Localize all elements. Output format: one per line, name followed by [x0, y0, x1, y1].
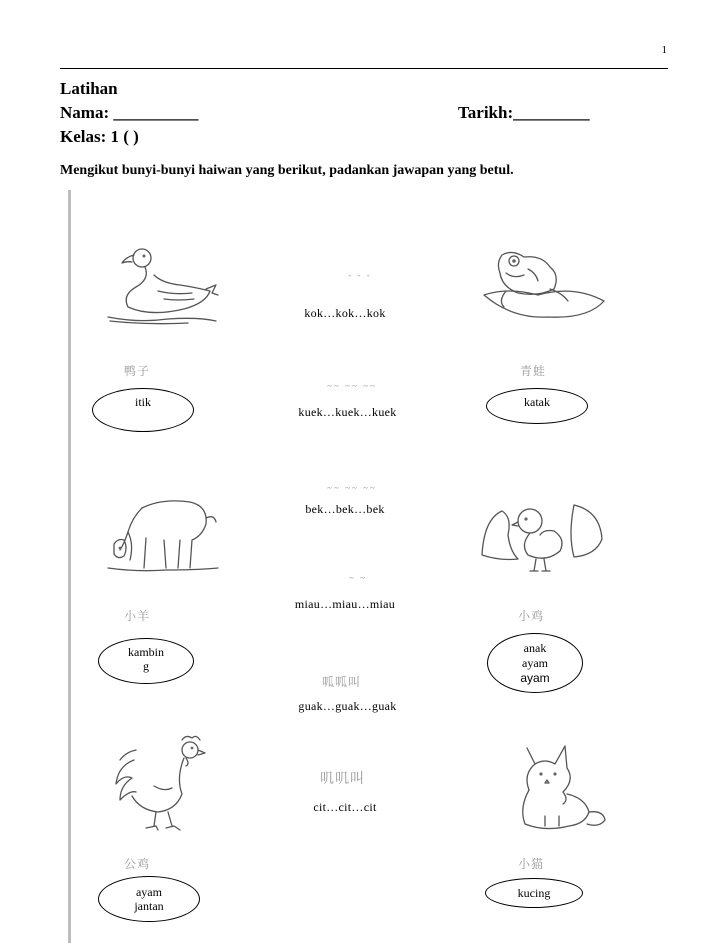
chinese-sound-label: 呱呱叫 [322, 675, 362, 689]
answer-text: itik [134, 395, 151, 409]
class-field: Kelas: 1 ( ) [60, 127, 139, 146]
sound-text: miau…miau…miau [294, 597, 396, 611]
goat-illustration [106, 488, 221, 576]
scan-remnant: ~ ~ [349, 573, 367, 583]
scan-remnant: ~~ ~~ ~~ [327, 483, 377, 493]
chinese-label-rooster: 公鸡 [124, 857, 151, 871]
duck-illustration [98, 245, 228, 325]
chinese-label-goat: 小羊 [124, 609, 151, 623]
chick-illustration [478, 495, 608, 577]
scan-remnant: ~~ ~~ ~~ [327, 381, 377, 391]
answer-text: ayam [520, 670, 550, 685]
answer-text: ayam [522, 655, 548, 670]
page-number: 1 [661, 44, 667, 56]
answer-text: jantan [134, 899, 164, 913]
date-field: Tarikh:_________ [458, 103, 590, 122]
chinese-label-chick: 小鸡 [518, 609, 545, 623]
chinese-label-frog: 青蛙 [520, 364, 547, 378]
chinese-sound-label: 叽叽叫 [320, 772, 365, 787]
chinese-label-duck: 鸭子 [124, 364, 151, 378]
chinese-label-cat: 小猫 [518, 857, 545, 871]
answer-text: katak [524, 395, 550, 409]
scan-remnant: - - - [348, 270, 372, 280]
answer-oval-rooster [98, 876, 200, 922]
name-field: Nama: __________ [60, 103, 199, 122]
answer-oval-cat [485, 878, 583, 908]
answer-oval-duck [92, 388, 194, 432]
instruction: Mengikut bunyi-bunyi haiwan yang berikut, padankan jawapan yang betul. [60, 163, 514, 178]
sound-text: bek…bek…bek [305, 502, 385, 516]
answer-oval-frog [486, 388, 588, 424]
answer-text: ayam [135, 885, 162, 899]
cat-illustration [505, 738, 610, 836]
answer-text: kucing [517, 886, 551, 900]
sound-text: cit…cit…cit [313, 800, 377, 814]
answer-oval-goat [98, 638, 194, 684]
sound-text: guak…guak…guak [298, 699, 397, 713]
rooster-illustration [106, 730, 216, 835]
worksheet-title: Latihan [60, 79, 118, 98]
header-rule [60, 68, 668, 69]
answer-oval-chick [487, 633, 583, 693]
sound-text: kok…kok…kok [304, 306, 386, 320]
answer-text: anak [523, 640, 547, 655]
sound-text: kuek…kuek…kuek [298, 405, 397, 419]
scan-edge [68, 190, 71, 943]
answer-text: g [143, 659, 149, 673]
answer-text: kambin [128, 645, 164, 659]
frog-illustration [478, 245, 608, 325]
